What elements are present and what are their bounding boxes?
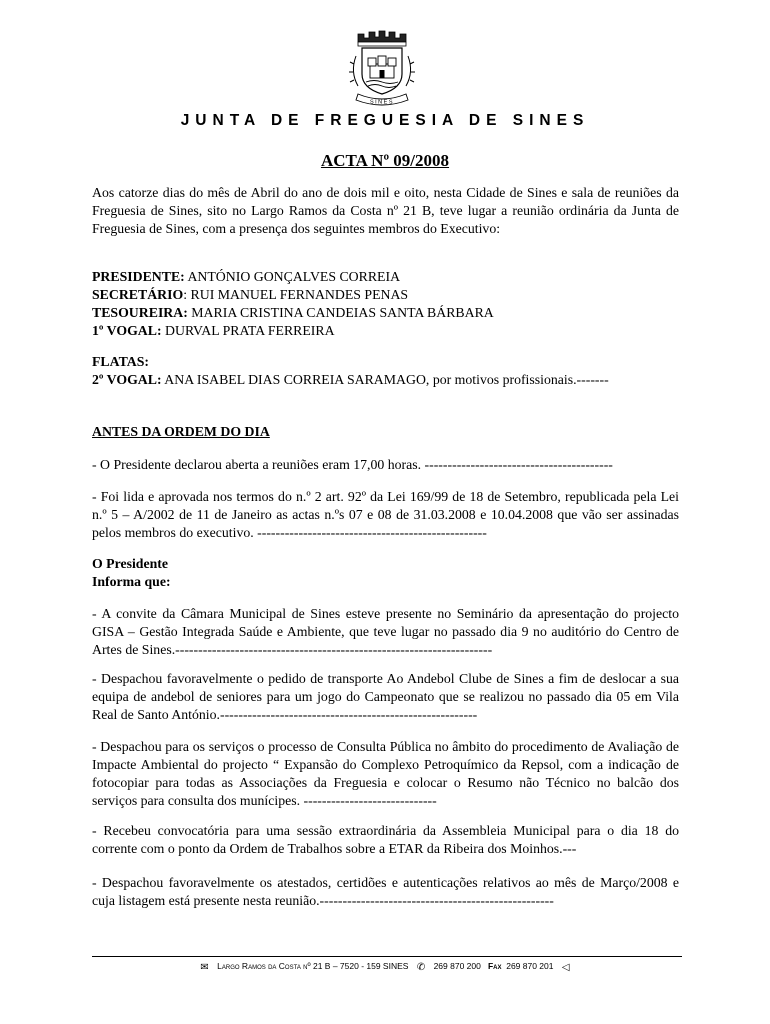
member-role: SECRETÁRIO bbox=[92, 287, 184, 302]
member-row bbox=[92, 304, 692, 322]
absence-text: ANA ISABEL DIAS CORREIA SARAMAGO, por motivos profissionais.------- bbox=[161, 372, 609, 387]
list-item: - Despachou favoravelmente o pedido de transporte Ao Andebol Clube de Sines a fim de deslocar a sua equipa de andebol de seniores para um jogo do Campeonato que se realizou no passado dia 05 em Vila Real de Santo António.-------------------------------------------------------- bbox=[92, 671, 679, 722]
coat-of-arms-logo bbox=[344, 30, 420, 108]
envelope-icon: ✉ bbox=[200, 962, 209, 973]
footer-fax: 269 870 201 bbox=[506, 961, 554, 971]
footer bbox=[0, 961, 770, 973]
member-name: : RUI MANUEL FERNANDES PENAS bbox=[183, 287, 409, 302]
member-role: 1º VOGAL: bbox=[92, 323, 162, 338]
absence-row bbox=[92, 371, 692, 389]
absences-heading: FLATAS: bbox=[92, 354, 149, 369]
organization-name: JUNTA DE FREGUESIA DE SINES bbox=[180, 112, 590, 129]
president-heading bbox=[92, 555, 692, 591]
list-item: - Recebeu convocatória para uma sessão extraordinária da Assembleia Municipal para o dia 18 do corrente com o ponto da Ordem de Trabalhos sobre a ETAR da Ribeira dos Moinhos.--- bbox=[92, 823, 679, 856]
section-heading: ANTES DA ORDEM DO DIA bbox=[92, 424, 270, 439]
member-name: DURVAL PRATA FERREIRA bbox=[161, 323, 335, 338]
fax-icon: ◁ bbox=[561, 962, 570, 973]
fax-label: Fax bbox=[487, 961, 502, 971]
informs-line: Informa que: bbox=[92, 574, 171, 589]
list-item: - Despachou para os serviços o processo de Consulta Pública no âmbito do procedimento de Avaliação de Impacte Ambiental do projecto “ Expansão do Complexo Petroquímico da Repsol, com a indicação de fotocopiar para todas as Associações da Freguesia e colocar o Resumo não Técnico no balcão dos serviços para consulta dos munícipes. ----------------------------- bbox=[92, 739, 679, 808]
absences-block bbox=[92, 353, 692, 389]
member-row bbox=[92, 268, 692, 286]
president-line: O Presidente bbox=[92, 556, 168, 571]
list-item: - A convite da Câmara Municipal de Sines esteve presente no Seminário da apresentação do projecto GISA – Gestão Integrada Saúde e Ambiente, que teve lugar no passado dia 9 no auditório do Centro de Artes de Sines.--------------------------------------------------------------------- bbox=[92, 606, 679, 657]
crest-motto: SINES bbox=[369, 99, 395, 106]
member-name: MARIA CRISTINA CANDEIAS SANTA BÁRBARA bbox=[187, 305, 494, 320]
opening-paragraph: - O Presidente declarou aberta a reuniões eram 17,00 horas. ----------------------------------------- bbox=[92, 457, 613, 472]
approval-paragraph: - Foi lida e aprovada nos termos do n.º 2 art. 92º da Lei 169/99 de 18 de Setembro, republicada pela Lei n.º 5 – A/2002 de 11 de Janeiro as actas n.ºs 07 e 08 de 31.03.2008 e 10.04.2008 que vão ser assinadas pelos membros do executivo. -------------------------------------------------- bbox=[92, 489, 679, 540]
document-title: ACTA Nº 09/2008 bbox=[320, 151, 450, 170]
list-item: - Despachou favoravelmente os atestados, certidões e autenticações relativos ao mês de Março/2008 e cuja listagem está presente nesta reunião.--------------------------------------------------- bbox=[92, 875, 679, 908]
members-list bbox=[92, 268, 692, 340]
phone-icon: ✆ bbox=[416, 962, 426, 973]
intro-paragraph: Aos catorze dias do mês de Abril do ano de dois mil e oito, nesta Cidade de Sines e sala de reuniões da Freguesia de Sines, sito no Largo Ramos da Costa nº 21 B, teve lugar a reunião ordinária da Junta de Freguesia de Sines, com a presença dos seguintes membros do Executivo: bbox=[92, 185, 679, 236]
member-role: PRESIDENTE: bbox=[92, 269, 185, 284]
member-name: ANTÓNIO GONÇALVES CORREIA bbox=[184, 269, 401, 284]
footer-phone: 269 870 200 bbox=[433, 961, 481, 971]
footer-divider bbox=[92, 956, 682, 957]
member-row bbox=[92, 286, 692, 304]
member-row bbox=[92, 322, 692, 340]
member-role: TESOUREIRA: bbox=[92, 305, 188, 320]
footer-address: Largo Ramos da Costa nº 21 B – 7520 - 159 SINES bbox=[217, 961, 409, 971]
absence-role: 2º VOGAL: bbox=[92, 372, 162, 387]
